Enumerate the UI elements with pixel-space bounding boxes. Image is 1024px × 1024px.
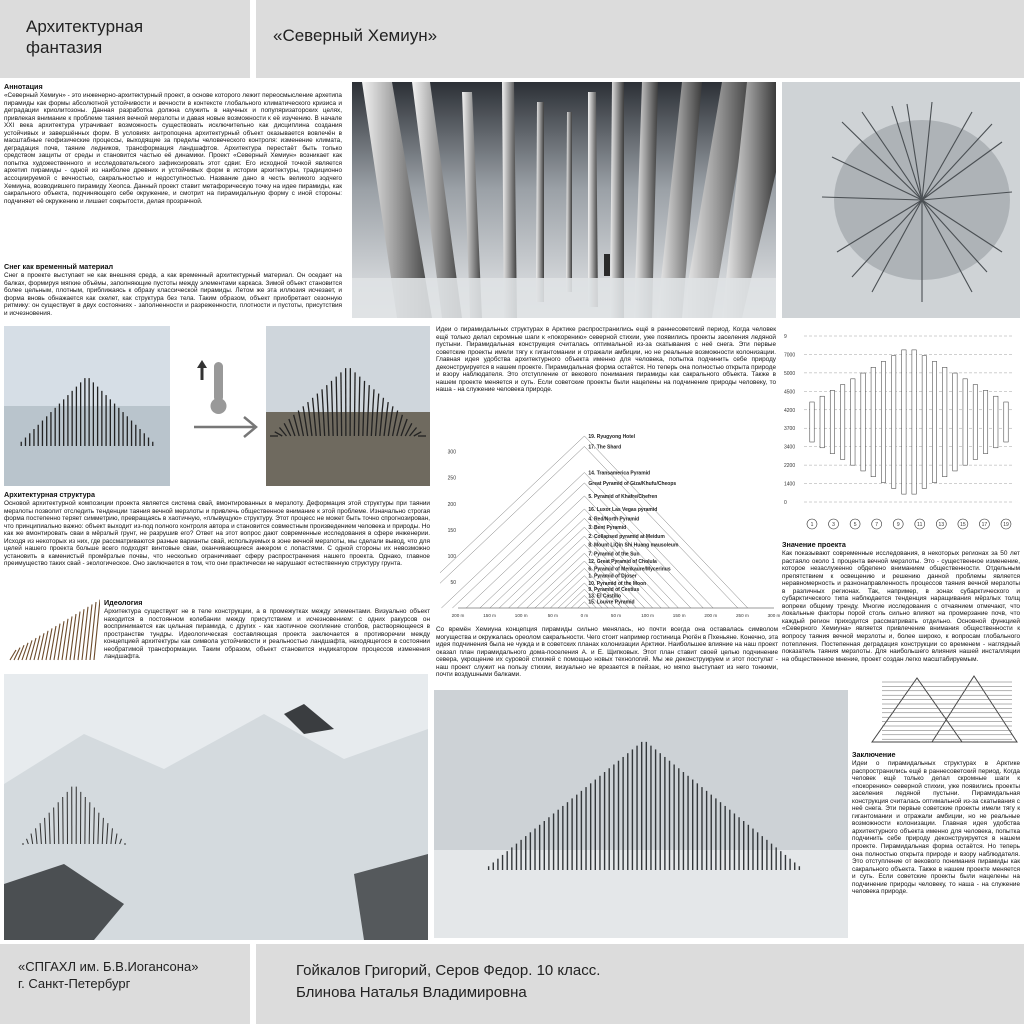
pile-marker-label: 9	[896, 522, 900, 528]
pile-marker-label: 5	[853, 522, 857, 528]
pyramid-sketch	[862, 670, 1022, 750]
ideology-heading: Идеология	[104, 598, 143, 607]
elevation-level-label: 3400	[784, 444, 796, 451]
annotation-heading: Аннотация	[4, 82, 43, 91]
history-section	[436, 326, 776, 426]
x-tick-label: 150 m	[672, 613, 686, 618]
conclusion-heading: Заключение	[852, 750, 896, 759]
pile-bar	[861, 373, 865, 471]
x-tick-label: 150 m	[483, 613, 496, 618]
pile-bar	[994, 396, 998, 448]
x-tick-label: 50 m	[547, 613, 558, 618]
pile	[89, 802, 90, 844]
y-tick-label: 50	[450, 579, 456, 586]
pyramid-label: 10. Pyramid of the Moon	[588, 580, 647, 587]
person-figure	[604, 254, 610, 276]
pyramid-label: 12. Great Pyramid of Cholula	[588, 559, 657, 566]
x-tick-label: 250 m	[736, 613, 749, 618]
pile	[341, 372, 342, 436]
y-tick-label: 150	[447, 527, 456, 534]
pile-bar	[943, 367, 947, 476]
category-title: Архитектурная фантазия	[26, 17, 144, 57]
pile-bar	[820, 396, 824, 448]
page-title: «Северный Хемиун»	[273, 26, 438, 45]
pile-bar	[983, 390, 987, 453]
x-tick-label: 50 m	[610, 613, 622, 618]
pile-bar	[902, 350, 906, 494]
pyramid-label: 7. Pyramid of the Sun	[588, 551, 640, 558]
y-tick-label: 300	[447, 449, 456, 456]
conclusion-section	[852, 750, 1020, 940]
pile	[58, 802, 59, 844]
pyramid-label: 17. The Shard	[588, 444, 622, 451]
pyramid-label: 9. Pyramid of Cestius	[588, 587, 640, 594]
pile-marker-label: 15	[960, 522, 966, 528]
annotation-section	[4, 82, 342, 258]
pyramid-label: 4. Red/North Pyramid	[588, 516, 640, 523]
pile-bar	[1004, 402, 1008, 442]
x-tick-label: 100 m	[641, 613, 654, 618]
conclusion-text: Идеи о пирамидальных структурах в Арктике распространились ещё в раннесоветский период. Когда человек ещё только делал скромные шаги к «покорению» северной стихии, уже появились проекты заселения ледяной пустыни. Пирамидальная конструкция считалась оптимальной из-за скатывания с неё снега. Эти первые советские проекты имели тягу к гигантомании и отражали амбиции, но не реальные возможности колонизации. Главная идея удобства архитектурного объекта именно для человека, попытка подчинить себе природу деконструируется в нашем проекте. Пирамидальная форма остаётся. Но теперь она полностью открыта природе и взору наблюдателя. Это отступление от векового понимания пирамиды как сакрального объекта. Также в нашем проекте меняется и суть. Если советские проекты были нацелены на подчинение природы человеку, то наша - на служение человека природе.	[852, 760, 1020, 896]
pyramid-label: 3. Bent Pyramid	[588, 525, 627, 532]
pile-bar	[881, 361, 885, 482]
pile-bar	[871, 367, 875, 476]
structure-heading: Архитектурная структура	[4, 490, 95, 499]
y-tick-label: 100	[447, 553, 456, 560]
pyramid-comparison-chart	[440, 430, 780, 620]
y-tick-label: 200	[447, 501, 456, 508]
arrow-right-icon	[192, 414, 262, 440]
pyramid-label: Great Pyramid of Giza/Khufu/Cheops	[588, 480, 677, 487]
meaning-text: Как показывают современные исследования, в некоторых регионах за 50 лет растаяло около 1 процента вечной мерзлоты. Это - существенное изменение, которое незаслуженно обделено вниманием общественности. Отдельным препятствием к освещению и решению данной проблемы является неравномерность и разнонаправленность процессов таяния вечной мерзлоты в различных регионах. Так, например, в зонах субарктического и субарктического типа наблюдается тенденция наращивания мёрзлых толщ вопреки общему тренду. Многие исследования с отчаянием отмечают, что локальные факторы порой столь сильно влияют на промерзание почв, что каждый регион приходится рассматривать отдельно. Основной функцией «Северного Хемиуна» является привлечение внимания общественности к вопросу таяния вечной мерзлоты и, более широко, к вопросам глобального потепления. Постепенная деградация конструкции со временем - наглядный показатель таяния мерзлоты. Для наибольшего влияния нашей инсталляции на общественное мнение, проект создан легко масштабируемым.	[782, 550, 1020, 663]
khemiun-section	[436, 626, 778, 688]
elevation-chart	[782, 326, 1020, 536]
pile-marker-label: 7	[875, 522, 879, 528]
x-tick-label: 0 m	[580, 613, 589, 618]
pyramid-label: 6. Pyramid of Menkaure/Mycerinus	[588, 566, 671, 573]
x-tick-label: 300 m	[767, 613, 780, 618]
elevation-level-label: 2200	[784, 463, 796, 470]
pile-bar	[973, 385, 977, 460]
mountain-landscape-photo	[4, 674, 428, 940]
ideology-text: Архитектура существует не в теле конструкции, а в промежутках между элементами. Визуально объект находится в постоянном колебании между присутствием и исчезновением: с одних ракурсов он воспринимается как цельная пирамида, с других - как хаотичное скопление столбов, растворяющееся в пространстве тундры. Идеологическая составляющая проекта заключается в противоречии между концепцией архитектуры как символа устойчивости и реальностью ландшафта, находящегося в состоянии необратимой трансформации. Таким образом, объект становится индикатором процессов изменения ландшафта.	[104, 608, 430, 661]
pile-bar	[963, 379, 967, 465]
pile-marker-label: 17	[981, 522, 988, 528]
pile-marker-label: 3	[832, 522, 835, 528]
pyramid-photo-summer	[4, 326, 170, 486]
pile-marker-label: 1	[810, 522, 814, 528]
elevation-level-label: 5000	[784, 370, 796, 377]
structure-text: Основой архитектурной композиции проекта является система свай, вмонтированных в мерзлоту. Деформация этой структуры при таянии мерзлоты позволит отследить тенденции таяния вечной мерзлоты и привлечь общественное внимание к этой проблеме. Изначально строгая форма постепенно теряет симметрию, превращаясь в хаотичную, «плывущую» структуру. Этот процесс не может быть точно спрогнозирован, что принципиально важно: объект выходит из-под полного контроля автора и становится совместным произведением человека и природы. Но как же вмонтировать сваи в мёрзлый грунт, не разрушив его? Ответ на этот вопрос дают современные исследования в сфере инженерии. Исходя из некоторых из них, где рассматриваются разные варианты свай, используемых в зоне вечной мерзлоты, мы сделали вывод, что для целей нашего проекта больше всего подходят винтовые сваи, оканчивающиеся анкером с лопастями. С одной стороны их невозможно установить в каменистый промёрзлые почвы, что несколько ограничивает сферу распространения нашего проекта. Однако, главное преимущество таких свай - экологическое. Оно заключается в том, что они практически не нарушают естественную структуру грунта.	[4, 500, 430, 568]
school-name: «СПГАХЛ им. Б.В.Иогансона» г. Санкт-Петербург	[18, 959, 199, 991]
elevation-level-label: 4500	[784, 389, 796, 396]
snow-heading: Снег как временный материал	[4, 262, 114, 271]
elevation-level-label: 3700	[784, 426, 796, 433]
pile-sketch	[4, 596, 100, 666]
pyramid-photo-thawed	[266, 326, 430, 486]
pyramid-label: 5. Pyramid of Khafre/Chefren	[588, 493, 658, 500]
history-text: Идеи о пирамидальных структурах в Арктике распространились ещё в раннесоветский период. Когда человек ещё только делал скромные шаги к «покорению» северной стихии, уже появились проекты заселения ледяной пустыни. Пирамидальная конструкция считалась оптимальной из-за скатывания с неё снега. Эти первые советские проекты имели тягу к гигантомании и отражали амбиции, но не реальные возможности колонизации. Главная идея удобства архитектурного объекта именно для человека, попытка подчинить себе природу деконструируется в нашем проекте. Пирамидальная форма остаётся. Но теперь она полностью открыта природе и взору наблюдателя. Это отступление от векового понимания пирамиды как сакрального объекта. Также в нашем проекте меняется и суть. Если советские проекты были нацелены на подчинение природы человеку, то наша - на служение человека природе.	[436, 326, 776, 394]
pyramid-label: 19. Ryugyong Hotel	[588, 434, 636, 440]
pile-bar	[922, 356, 926, 489]
annotation-text: «Северный Хемиун» - это инженерно-архитектурный проект, в основе которого лежит переосмысление архетипа пирамиды как формы абсолютной устойчивости и вечности в контексте глобального климатического кризиса и деградации криолитозоны. Данная разработка должна служить в научных и популяризаторских целях, привлекая внимание к проблеме таяния вечной мерзлоты и давая новые возможности к её изучению. В начале XXI века архитектура утрачивает возможность существовать исключительно как дисциплина создания устойчивых и завершённых форм. В условиях антропоцена архитектурный объект оказывается вовлечён в масштабные геофизические процессы, выходящие за пределы человеческого контроля: изменение климата, деградация почв, таяние ледников, трансформация ландшафтов. Архитектура перестаёт быть только средством защиты от среды и становится частью её динамики. Проект «Северный Хемиун» возникает как попытка художественного и исследовательского зафиксировать этот сдвиг. Его исходной точкой является архетип пирамиды - одной из наиболее древних и устойчивых форм в истории архитектуры, традиционно ассоциируемой с вечностью, сакральностью и недоступностью. Название дано в честь великого зодчего Хемиуна, возводившего пирамиду Хеопса. Данный проект ставит метафорическую точку на идее пирамиды, как сакрального объекта, подчиняющего себе окружение, и смотрит на пирамидальную форму с иной стороны: подчиняет её окружению и лишает сокрытости, делая прозрачной.	[4, 92, 342, 205]
pile-bar	[840, 385, 844, 460]
meaning-section	[782, 540, 1020, 668]
pyramid-label: 14. Transamerica Pyramid	[588, 470, 651, 477]
elevation-level-label: 4200	[784, 407, 796, 414]
elevation-level-label: 7000	[784, 352, 796, 359]
pile-bar	[851, 379, 855, 465]
elevation-level-label: 0	[784, 500, 787, 506]
pile-marker-label: 19	[1003, 522, 1009, 528]
pyramid-label: 13. El Castillo	[588, 593, 621, 600]
pyramid-label: 8. Mount LiQin Shi Huang mausoleum	[588, 542, 679, 549]
ideology-section	[104, 598, 430, 668]
snow-text: Снег в проекте выступает не как внешняя среда, а как временный архитектурный материал. Он оседает на балках, формируя мягкие объёмы, заполняющие пустоты между элементами каркаса. Зимой объект становится более цельным, плотным, приближаясь к образу классической пирамиды. Летом же эта иллюзия исчезает, и форма вновь обнажается как скелет, как структура без тела. Таким образом, объект приобретает сезонную ритмику: он существует в двух состояниях - заполненности и разреженности, плотности и пустоты, присутствия и исчезновения.	[4, 272, 342, 317]
pile-bar	[830, 390, 834, 453]
pyramid-label: 16. Luxor Las Vegas pyramid	[588, 506, 658, 513]
x-tick-label: 100 m	[514, 613, 528, 618]
elevation-level-label: 9	[784, 334, 787, 340]
x-tick-label: 200 m	[704, 613, 718, 618]
sphere-photo	[782, 82, 1020, 318]
snow-section	[4, 262, 342, 322]
pile-marker-label: 13	[938, 522, 945, 528]
x-tick-label: 200 m	[451, 613, 465, 618]
pyramid-snowstorm-photo	[434, 690, 848, 938]
elevation-level-label: 1400	[784, 481, 796, 488]
meaning-heading: Значение проекта	[782, 540, 846, 549]
pile-bar	[810, 402, 814, 442]
y-tick-label: 250	[447, 475, 456, 482]
structure-section	[4, 490, 430, 586]
pyramid-label: 2. Collapsed pyramid at Meidum	[588, 534, 665, 541]
pile-bar	[953, 373, 957, 471]
pyramid-profile	[441, 472, 713, 608]
pile	[354, 372, 355, 436]
pyramid-label: 15. Louvre Pyramid	[588, 599, 635, 606]
pile-marker-label: 11	[917, 522, 923, 528]
pile-bar	[912, 350, 916, 494]
khemiun-text: Со времён Хемиуна концепция пирамиды сильно менялась, но почти всегда она оставалась символом могущества и окружалась ореолом сакральности. Чего стоит например гостиница Рюгён в Пхеньяне. Конечно, эта идея подчинения была не чужда и в советских планах колонизации Арктики. Наибольшее влияние на наш проект оказал план пирамидального дома-поселения А. и Е. Щипковых. Этот план ставит своей целью подчинение севера, укрощение их суровой стихией с помощью новых технологий. Мы же деконструируем и этот постулат - наш проект служит на пользу стихии, визуально не врезается в пейзаж, но мягко выступает из него тонкими, почти воздушными балками.	[436, 626, 778, 679]
pile-bar	[932, 361, 936, 482]
pile-bar	[891, 356, 895, 489]
thermometer-icon	[196, 358, 230, 418]
forest-photo	[352, 82, 776, 318]
pyramid-label: 1. Pyramid of Djoser	[588, 573, 637, 580]
authors: Гойкалов Григорий, Серов Федор. 10 класс. Блинова Наталья Владимировна	[296, 962, 601, 1001]
